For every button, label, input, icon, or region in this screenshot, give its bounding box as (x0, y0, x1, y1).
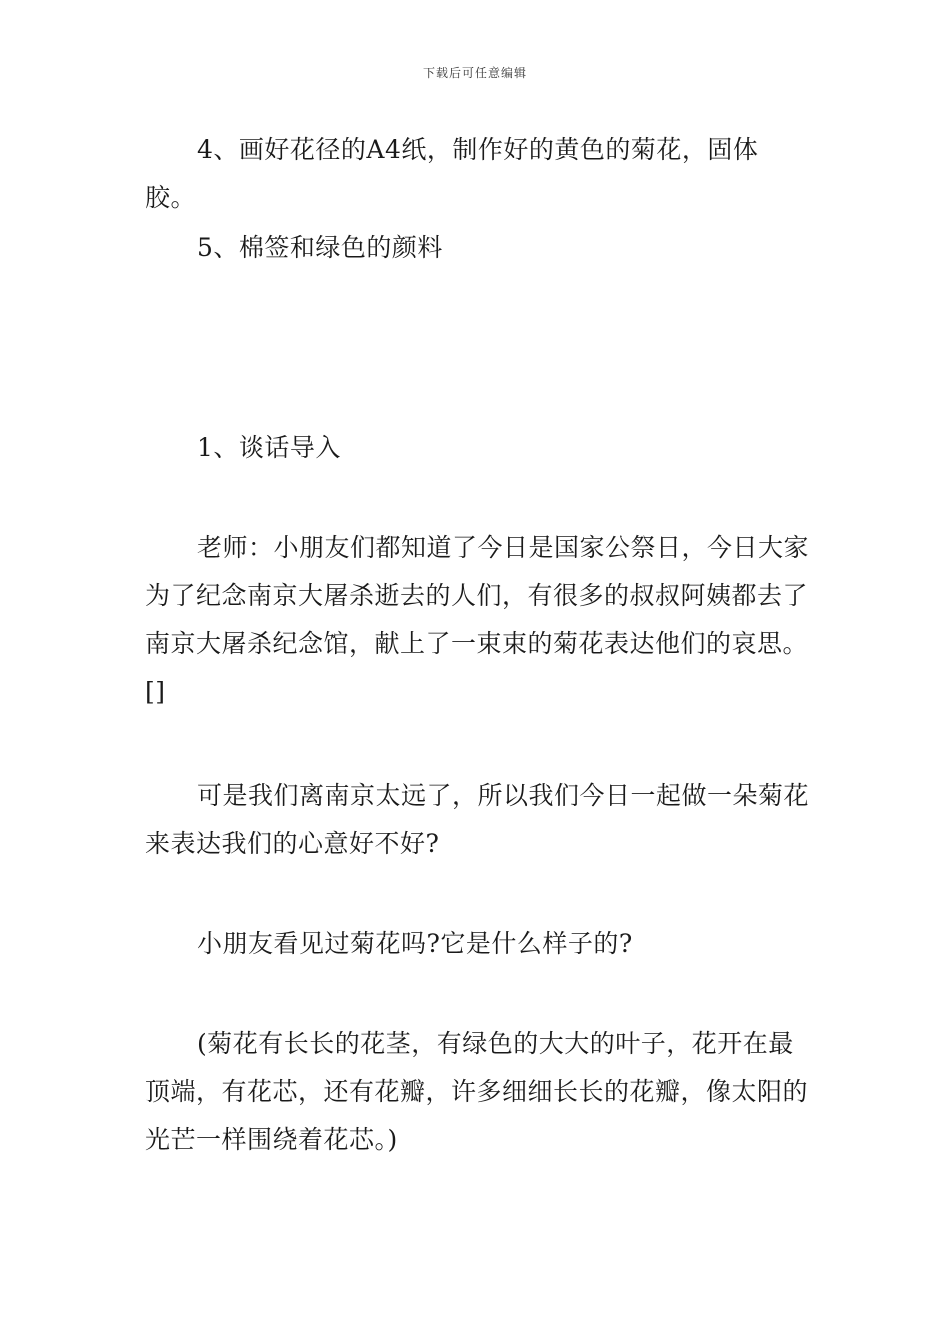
proposal-paragraph: 可是我们离南京太远了，所以我们今日一起做一朵菊花来表达我们的心意好不好? (145, 781, 810, 858)
material-item-4: 4、画好花径的A4纸，制作好的黄色的菊花，固体胶。 (145, 135, 759, 212)
page-header: 下载后可任意编辑 (422, 66, 527, 80)
step-heading-1: 1、谈话导入 (197, 433, 341, 462)
material-item-5: 5、棉签和绿色的颜料 (197, 233, 443, 262)
teacher-intro-paragraph: 老师：小朋友们都知道了今日是国家公祭日，今日大家为了纪念南京大屠杀逝去的人们，有很多的叔叔阿姨都去了南京大屠杀纪念馆，献上了一束束的菊花表达他们的哀思。[] (145, 533, 810, 706)
question-paragraph: 小朋友看见过菊花吗?它是什么样子的? (197, 929, 633, 958)
description-paragraph: (菊花有长长的花茎，有绿色的大大的叶子，花开在最顶端，有花芯，还有花瓣，许多细细长长的花瓣，像太阳的光芒一样围绕着花芯。) (145, 1029, 809, 1154)
